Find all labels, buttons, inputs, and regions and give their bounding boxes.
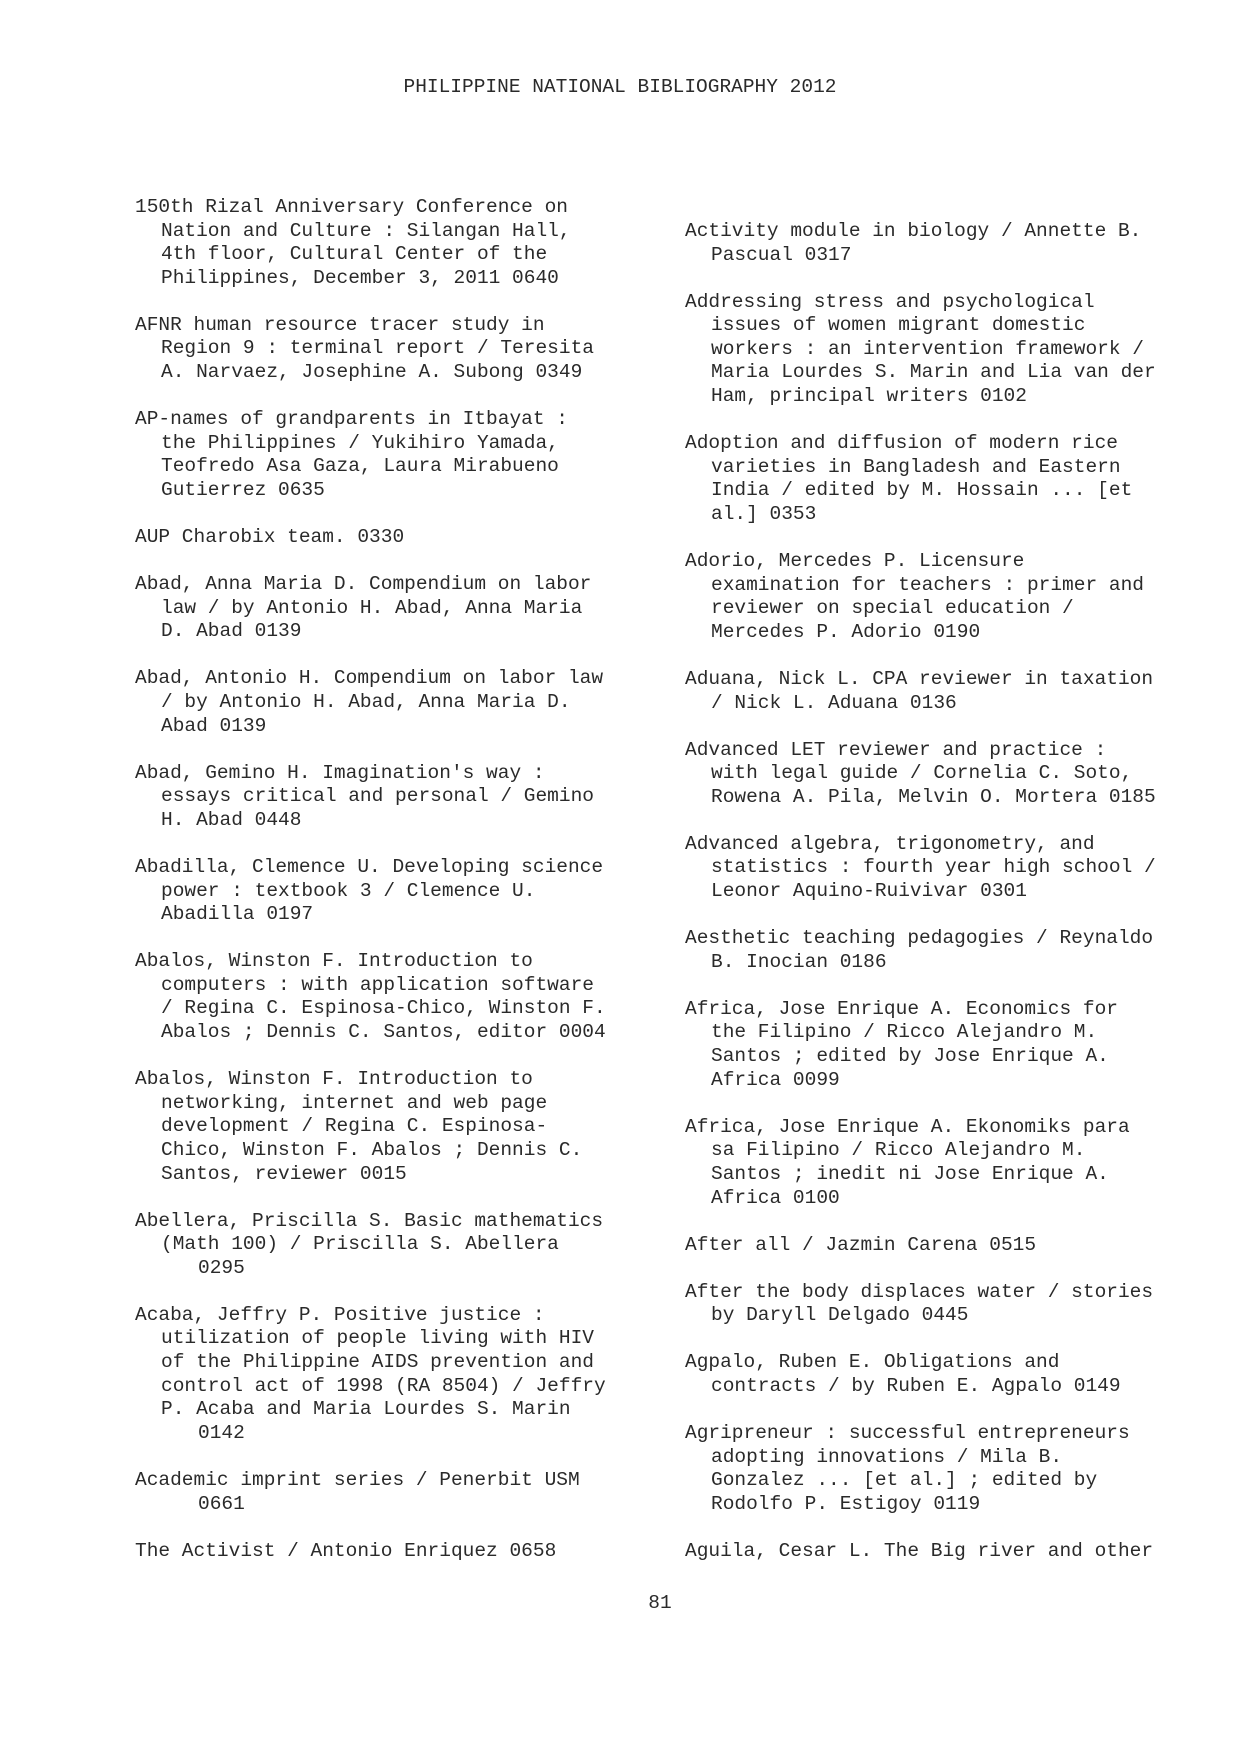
entry-line: Africa 0100 [711, 1186, 840, 1209]
entry-line: Abalos ; Dennis C. Santos, editor 0004 [161, 1021, 606, 1044]
entry-line: Abalos, Winston F. Introduction to [135, 1068, 533, 1091]
entry-line: B. Inocian 0186 [711, 950, 887, 973]
bibliography-entry [685, 432, 1240, 526]
entry-line: networking, internet and web page [161, 1091, 548, 1114]
entry-line: Academic imprint series / Penerbit USM [135, 1468, 580, 1491]
bibliography-entry [135, 1540, 735, 1564]
entry-line: Addressing stress and psychological [685, 290, 1095, 313]
entry-line: utilization of people living with HIV [161, 1327, 594, 1350]
entry-line: AFNR human resource tracer study in [135, 313, 545, 336]
entry-line: After all / Jazmin Carena 0515 [685, 1233, 1037, 1256]
entry-line: Abellera, Priscilla S. Basic mathematics [135, 1209, 604, 1232]
bibliography-entry [135, 408, 735, 502]
entry-line: India / edited by M. Hossain ... [et [711, 479, 1133, 502]
entry-line: Aduana, Nick L. CPA reviewer in taxation [685, 667, 1154, 690]
bibliography-entry [135, 526, 735, 550]
entry-line: Africa, Jose Enrique A. Economics for [685, 997, 1118, 1020]
entry-line: Santos ; edited by Jose Enrique A. [711, 1045, 1109, 1068]
bibliography-entry [685, 1351, 1240, 1398]
bibliography-entry [135, 1210, 735, 1281]
entry-line: examination for teachers : primer and [711, 573, 1144, 596]
entry-line: Gutierrez 0635 [161, 478, 325, 501]
bibliography-entry [135, 196, 735, 290]
entry-line: the Filipino / Ricco Alejandro M. [711, 1021, 1098, 1044]
entry-line: essays critical and personal / Gemino [161, 785, 594, 808]
entry-line: adopting innovations / Mila B. [711, 1445, 1063, 1468]
page-header: PHILIPPINE NATIONAL BIBLIOGRAPHY 2012 [403, 76, 837, 98]
entry-line: Mercedes P. Adorio 0190 [711, 620, 981, 643]
entry-line: development / Regina C. Espinosa- [161, 1115, 548, 1138]
bibliography-entry [685, 1234, 1240, 1258]
entry-line: Africa 0099 [711, 1068, 840, 1091]
entry-line: with legal guide / Cornelia C. Soto, [711, 762, 1133, 785]
entry-line: Gonzalez ... [et al.] ; edited by [711, 1469, 1098, 1492]
entry-line: control act of 1998 (RA 8504) / Jeffry [161, 1374, 606, 1397]
entry-line: Santos, reviewer 0015 [161, 1162, 407, 1185]
entry-line: Abad, Gemino H. Imagination's way : [135, 761, 545, 784]
entry-line: sa Filipino / Ricco Alejandro M. [711, 1139, 1086, 1162]
entry-line: Advanced LET reviewer and practice : [685, 738, 1107, 761]
entry-line: Agpalo, Ruben E. Obligations and [685, 1351, 1060, 1374]
entry-line: Abad, Antonio H. Compendium on labor law [135, 667, 604, 690]
bibliography-entry [135, 314, 735, 385]
entry-line: The Activist / Antonio Enriquez 0658 [135, 1539, 557, 1562]
entry-line: Pascual 0317 [711, 243, 852, 266]
entry-line: Maria Lourdes S. Marin and Lia van der [711, 361, 1156, 384]
bibliography-entry [685, 927, 1240, 974]
bibliography-entry [135, 856, 735, 927]
bibliography-entry [135, 1068, 735, 1186]
entry-line: varieties in Bangladesh and Eastern [711, 455, 1121, 478]
entry-line: Abadilla, Clemence U. Developing science [135, 855, 604, 878]
bibliography-entry [135, 667, 735, 738]
entry-line: workers : an intervention framework / [711, 337, 1144, 360]
entry-line: Chico, Winston F. Abalos ; Dennis C. [161, 1138, 583, 1161]
entry-line: Abad, Anna Maria D. Compendium on labor [135, 573, 592, 596]
bibliography-entry [135, 950, 735, 1044]
bibliography-entry [135, 1304, 735, 1446]
entry-line: Rodolfo P. Estigoy 0119 [711, 1492, 981, 1515]
entry-line: computers : with application software [161, 973, 594, 996]
entry-line: Philippines, December 3, 2011 0640 [161, 266, 559, 289]
bibliography-entry [685, 550, 1240, 644]
entry-line: Leonor Aquino-Ruivivar 0301 [711, 880, 1027, 903]
bibliography-entry [685, 220, 1240, 267]
bibliography-entry [685, 1540, 1240, 1564]
entry-line: Abad 0139 [161, 714, 267, 737]
entry-line: Acaba, Jeffry P. Positive justice : [135, 1303, 545, 1326]
entry-line: / Nick L. Aduana 0136 [711, 691, 957, 714]
entry-line: Abalos, Winston F. Introduction to [135, 950, 533, 973]
entry-line: power : textbook 3 / Clemence U. [161, 879, 536, 902]
entry-line: 4th floor, Cultural Center of the [161, 243, 548, 266]
bibliography-entry [685, 1422, 1240, 1516]
entry-line: Santos ; inedit ni Jose Enrique A. [711, 1162, 1109, 1185]
entry-line: After the body displaces water / stories [685, 1280, 1154, 1303]
entry-line: al.] 0353 [711, 502, 817, 525]
entry-line: Region 9 : terminal report / Teresita [161, 337, 594, 360]
bibliography-entry [685, 739, 1240, 810]
entry-line: Abadilla 0197 [161, 903, 314, 926]
entry-line: by Daryll Delgado 0445 [711, 1304, 969, 1327]
entry-line: AP-names of grandparents in Itbayat : [135, 408, 568, 431]
entry-line: the Philippines / Yukihiro Yamada, [161, 431, 559, 454]
entry-line: of the Philippine AIDS prevention and [161, 1351, 594, 1374]
entry-line: Agripreneur : successful entrepreneurs [685, 1422, 1130, 1445]
entry-line: H. Abad 0448 [161, 808, 302, 831]
entry-line: Africa, Jose Enrique A. Ekonomiks para [685, 1115, 1130, 1138]
entry-line: statistics : fourth year high school / [711, 856, 1156, 879]
entry-line: P. Acaba and Maria Lourdes S. Marin [161, 1398, 571, 1421]
bibliography-entry [685, 998, 1240, 1092]
entry-line: law / by Antonio H. Abad, Anna Maria [161, 596, 583, 619]
entry-line: D. Abad 0139 [161, 620, 302, 643]
right-column [685, 220, 1240, 1587]
bibliography-entry [135, 1469, 735, 1516]
bibliography-entry [135, 762, 735, 833]
entry-line: 0295 [198, 1256, 245, 1279]
entry-line: issues of women migrant domestic [711, 314, 1086, 337]
entry-line: reviewer on special education / [711, 597, 1074, 620]
bibliography-entry [685, 291, 1240, 409]
entry-line: / by Antonio H. Abad, Anna Maria D. [161, 691, 571, 713]
entry-line: 0142 [198, 1421, 245, 1444]
entry-line: 0661 [198, 1492, 245, 1515]
entry-line: Activity module in biology / Annette B. [685, 220, 1142, 242]
bibliography-entry [685, 668, 1240, 715]
bibliography-entry [685, 1116, 1240, 1210]
entry-line: Aguila, Cesar L. The Big river and other [685, 1539, 1154, 1562]
entry-line: contracts / by Ruben E. Agpalo 0149 [711, 1374, 1121, 1397]
entry-line: Adorio, Mercedes P. Licensure [685, 550, 1025, 573]
entry-line: 150th Rizal Anniversary Conference on [135, 196, 568, 218]
entry-line: Ham, principal writers 0102 [711, 385, 1027, 408]
bibliography-entry [685, 1281, 1240, 1328]
entry-line: Aesthetic teaching pedagogies / Reynaldo [685, 927, 1154, 950]
entry-line: Advanced algebra, trigonometry, and [685, 832, 1095, 855]
entry-line: Nation and Culture : Silangan Hall, [161, 219, 571, 242]
entry-line: Adoption and diffusion of modern rice [685, 432, 1118, 455]
entry-line: / Regina C. Espinosa-Chico, Winston F. [161, 997, 606, 1020]
entry-line: Teofredo Asa Gaza, Laura Mirabueno [161, 455, 559, 478]
entry-line: A. Narvaez, Josephine A. Subong 0349 [161, 361, 583, 384]
entry-line: Rowena A. Pila, Melvin O. Mortera 0185 [711, 785, 1156, 808]
bibliography-entry [685, 833, 1240, 904]
bibliography-entry [135, 573, 735, 644]
entry-line: (Math 100) / Priscilla S. Abellera [161, 1233, 559, 1256]
left-column [135, 196, 735, 1587]
entry-line: AUP Charobix team. 0330 [135, 526, 405, 549]
page-number: 81 [648, 1592, 672, 1614]
